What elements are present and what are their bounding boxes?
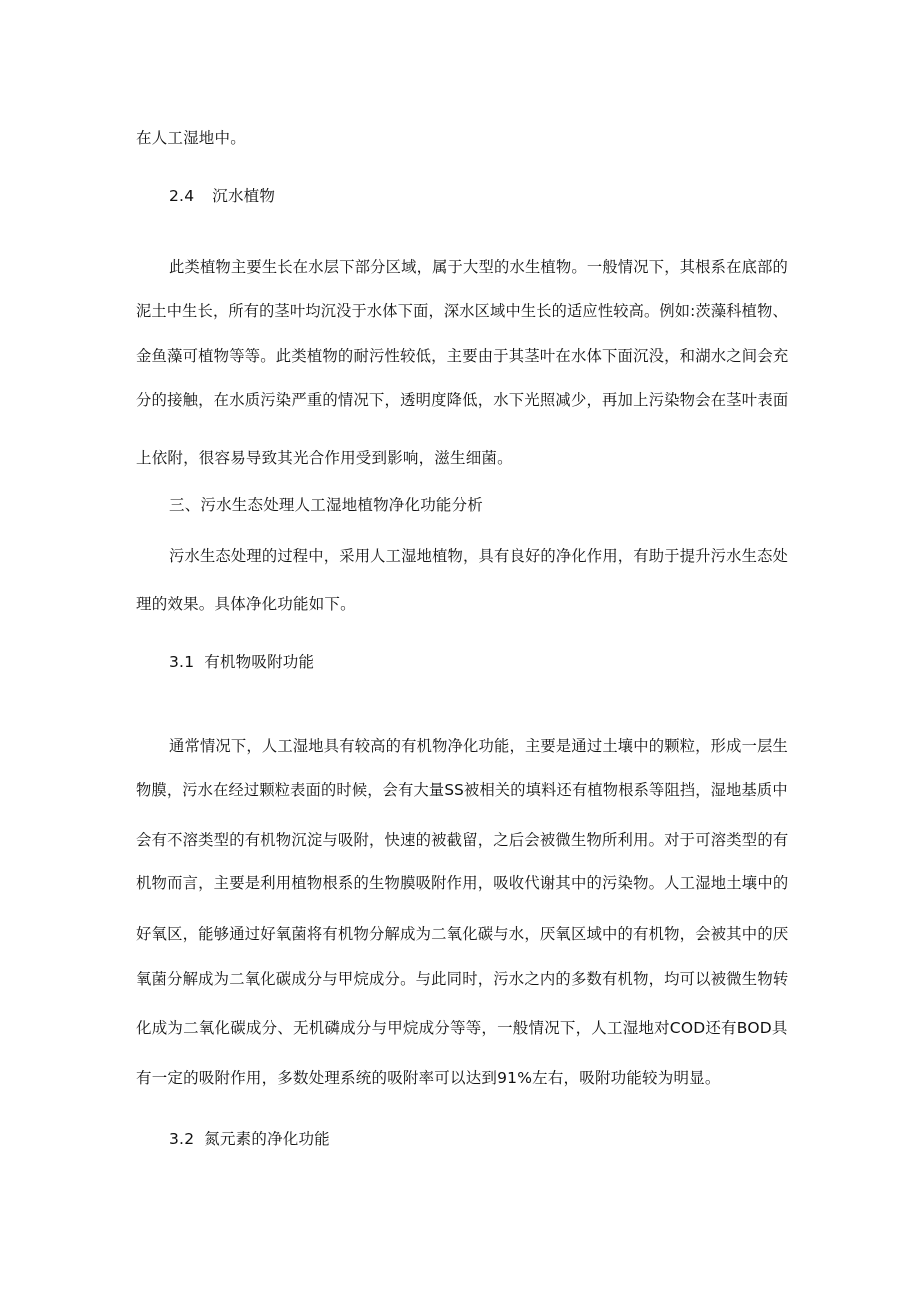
paragraph-line: 好氧区，能够通过好氧菌将有机物分解成为二氧化碳与水，厌氧区域中的有机物，会被其中的厌 bbox=[136, 925, 789, 943]
paragraph-line: 会有不溶类型的有机物沉淀与吸附，快速的被截留，之后会被微生物所利用。对于可溶类型的有 bbox=[136, 831, 789, 849]
section-heading-3: 三、污水生态处理人工湿地植物净化功能分析 bbox=[169, 496, 484, 514]
section-title: 氮元素的净化功能 bbox=[204, 1130, 330, 1148]
paragraph-line: 分的接触，在水质污染严重的情况下，透明度降低，水下光照减少，再加上污染物会在茎叶表面 bbox=[136, 391, 789, 409]
section-title: 沉水植物 bbox=[212, 187, 276, 205]
paragraph-line: 理的效果。具体净化功能如下。 bbox=[136, 595, 356, 613]
section-heading-3-2 bbox=[169, 1128, 821, 1150]
paragraph-line: 此类植物主要生长在水层下部分区域，属于大型的水生植物。一般情况下，其根系在底部的 bbox=[169, 258, 789, 276]
paragraph-line: 金鱼藻可植物等等。此类植物的耐污性较低，主要由于其茎叶在水体下面沉没，和湖水之间会充 bbox=[136, 347, 789, 365]
section-heading-3-1 bbox=[169, 651, 821, 673]
section-number: 3.2 bbox=[169, 1130, 195, 1148]
paragraph-line: 污水生态处理的过程中，采用人工湿地植物，具有良好的净化作用，有助于提升污水生态处 bbox=[169, 547, 789, 565]
paragraph-line: 泥土中生长，所有的茎叶均沉没于水体下面，深水区域中生长的适应性较高。例如:茨藻科植物、 bbox=[136, 302, 788, 320]
section-number: 2.4 bbox=[169, 187, 195, 205]
paragraph-line: 有一定的吸附作用，多数处理系统的吸附率可以达到91%左右，吸附功能较为明显。 bbox=[136, 1069, 721, 1087]
section-number: 3.1 bbox=[169, 653, 195, 671]
paragraph-line: 机物而言，主要是利用植物根系的生物膜吸附作用，吸收代谢其中的污染物。人工湿地土壤中的 bbox=[136, 874, 789, 892]
paragraph-line: 通常情况下，人工湿地具有较高的有机物净化功能，主要是通过土壤中的颗粒，形成一层生 bbox=[169, 737, 789, 755]
paragraph-line: 物膜，污水在经过颗粒表面的时候，会有大量SS被相关的填料还有植物根系等阻挡，湿地基质中 bbox=[136, 781, 788, 799]
paragraph-line: 上依附，很容易导致其光合作用受到影响，滋生细菌。 bbox=[136, 449, 513, 467]
section-heading-2-4 bbox=[169, 185, 821, 207]
paragraph-line: 化成为二氧化碳成分、无机磷成分与甲烷成分等等，一般情况下，人工湿地对COD还有BOD具 bbox=[136, 1019, 788, 1037]
paragraph-line: 氧菌分解成为二氧化碳成分与甲烷成分。与此同时，污水之内的多数有机物，均可以被微生物转 bbox=[136, 970, 789, 988]
section-title: 有机物吸附功能 bbox=[204, 653, 315, 671]
paragraph-tail: 在人工湿地中。 bbox=[136, 129, 246, 147]
